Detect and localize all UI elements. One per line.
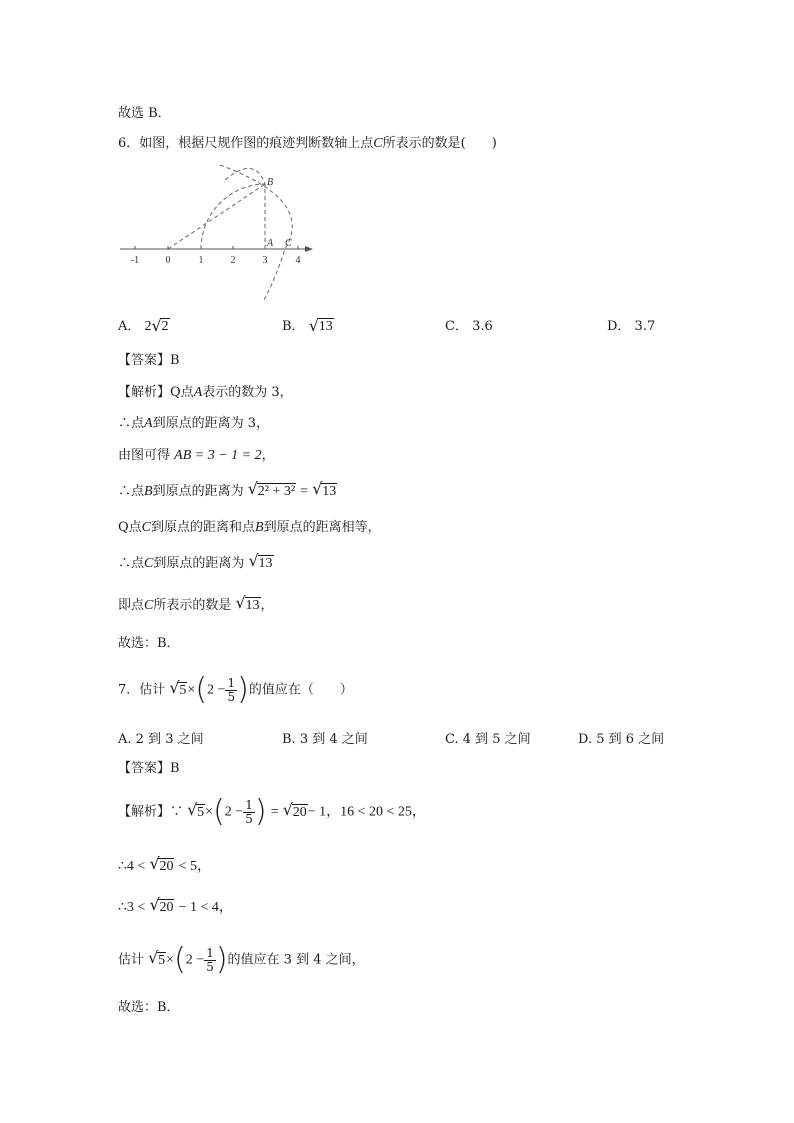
sqrt-icon: √ 5 [187,799,205,820]
q6-option-c: C． 3.6 [445,319,493,334]
q6-analysis-4: ∴点B到原点的距离为 √ 2² + 3² = √ 13 [118,482,337,502]
q7-answer: 【答案】B [118,761,180,776]
q6-analysis-5: Q点C到原点的距离和点B到原点的距离相等， [118,520,381,535]
point-B-label: B [267,177,274,188]
number-line-figure [115,160,320,308]
sqrt-icon: √ 2 [151,316,169,335]
sqrt-icon: √ 20 [149,854,174,874]
sqrt-icon: √ 13 [308,316,333,335]
q6-final: 故选：B． [118,636,180,651]
q7-option-d: D. 5 到 6 之间 [578,732,665,747]
fraction-one-fifth: $\frac{1}{5}$ [227,675,236,704]
previous-answer: 故选 B． [118,106,171,121]
q6-analysis-7: 即点C所表示的数是 √ 13， [118,596,274,616]
sqrt-icon: √ 5 [148,947,166,968]
tick-label: 0 [165,255,171,266]
arc-from-1 [201,184,265,249]
sqrt-icon: √ 20 [149,895,174,915]
q6-option-a: A． 2 √ 2 [118,316,169,335]
sqrt-icon: √ 13 [235,593,260,613]
q6-analysis-3: 由图可得 AB = 3 − 1 = 2， [118,448,275,463]
point-C-label: C [285,238,292,249]
q6-option-d: D． 3.7 [607,319,656,334]
q7-option-c: C. 4 到 5 之间 [445,732,531,747]
q7-final: 故选：B． [118,1000,180,1015]
tick-label: 3 [262,255,268,266]
q7-option-b: B. 3 到 4 之间 [282,732,368,747]
sqrt-icon: √ 5 [169,677,187,698]
q7-analysis-3: ∴3 < √ 20 − 1 < 4， [118,898,233,918]
sqrt-icon: √ 13 [248,551,273,571]
q7-stem: 7．估计 √ 5×(2 − $\frac{1}{5}$ )的值应在（ ） [118,672,353,707]
q6-stem-text: 6．如图，根据尺规作图的痕迹判断数轴上点 [118,136,374,151]
q7-analysis-1: 【解析】∵ √ 5×(2 − $\frac{1}{5}$ ) = √ 20− 1，16 < 20 < 25， [118,794,426,829]
sqrt-icon: √ 20 [282,799,307,820]
arc-from-origin [220,165,292,302]
tick-label: -1 [130,255,140,266]
point-A-label: A [267,238,274,249]
sqrt-icon: √ 13 [312,479,337,499]
q6-answer: 【答案】B [118,353,180,368]
q6-stem [118,134,497,154]
q6-option-b: B． √ 13 [282,316,333,335]
segment-OB [168,184,265,249]
q6-stem-tail: 所表示的数是( ) [382,136,497,151]
sqrt-icon: √ 2² + 3² [247,479,296,499]
tick-label: 4 [295,255,301,266]
q7-analysis-4: 估计 √ 5×(2 − $\frac{1}{5}$ )的值应在 3 到 4 之间， [118,942,365,977]
q7-analysis-2: ∴4 < √ 20 < 5， [118,857,211,877]
q6-analysis-2: ∴点A到原点的距离为 3， [118,416,269,431]
q6-analysis-6: ∴点C到原点的距离为 √ 13 [118,554,274,574]
tick-label: 1 [198,255,204,266]
tick-label: 2 [230,255,236,266]
q6-stem-var: C [373,136,383,151]
fraction-one-fifth: $\frac{1}{5}$ [206,945,214,974]
q7-option-a: A. 2 到 3 之间 [118,732,204,747]
fraction-one-fifth: $\frac{1}{5}$ [245,797,253,826]
q6-analysis-1: 【解析】Q点A表示的数为 3， [118,385,293,400]
arc-small [225,168,265,184]
